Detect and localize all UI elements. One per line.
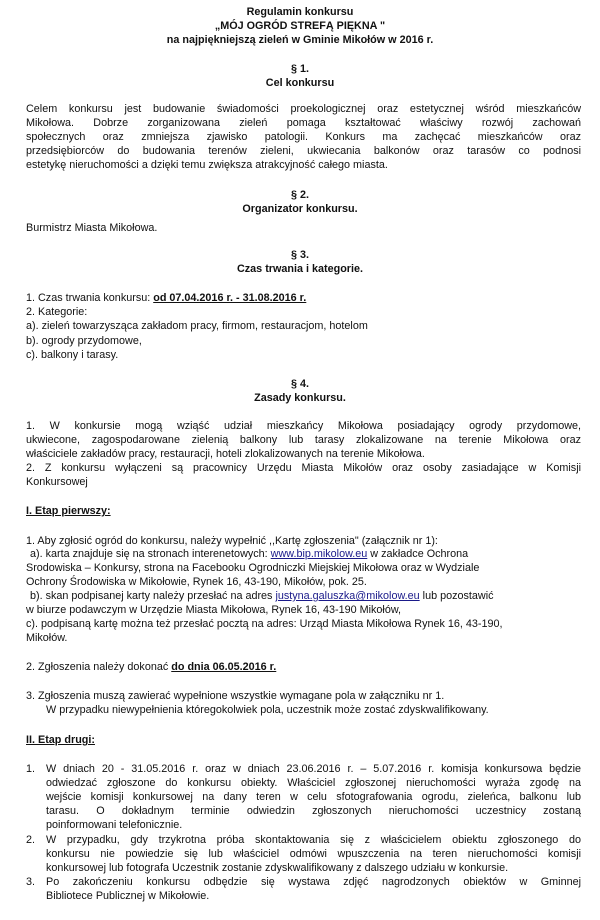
stage-1-item-c: c). podpisaną kartę można też przesłać pocztą na adres: Urząd Miasta Mikołowa Rynek 16, 43-190, (26, 618, 503, 630)
deadline-date: do dnia 06.05.2016 r. (171, 661, 277, 673)
rules-p1-line: 1. W konkursie mogą wziąść udział mieszkańcy Mikołowa posiadający ogrody przydomowe, (26, 420, 581, 432)
stage-2-heading: II. Etap drugi: (26, 734, 95, 746)
section-1-title: Cel konkursu (265, 77, 335, 89)
rules-p1-line: ukwiecone, zagospodarowane zielenią balkony lub tarasy zlokalizowane na terenie Mikołowa oraz (26, 434, 581, 446)
stage-1-item-b-suffix: lub pozostawić (419, 590, 494, 602)
section-1-line: Mikołowa. Dobrze zorganizowana zieleń pomaga kształtować właściwy rozwój zachowań (26, 117, 581, 129)
stage-1-item-c-line-2: Mikołów. (26, 632, 68, 644)
doc-header-line-3: na najpiękniejszą zieleń w Gminie Mikołów w 2016 r. (166, 34, 434, 46)
stage-1-item-3: 3. Zgłoszenia muszą zawierać wypełnione wszystkie wymagane pola w załączniku nr 1. (26, 690, 445, 702)
section-2-text: Burmistrz Miasta Mikołowa. (26, 222, 158, 234)
stage-1-item-a-text: a). karta znajduje się na stronach interenetowych: (30, 548, 271, 560)
stage-1-item-b-text: b). skan podpisanej karty należy przesłać na adres (30, 590, 276, 602)
rules-p2-line: Konkursowej (26, 476, 88, 488)
categories-label: 2. Kategorie: (26, 306, 88, 318)
category-a: a). zieleń towarzysząca zakładom pracy, firmom, restauracjom, hotelom (26, 320, 368, 332)
section-1-line: Celem konkursu jest budowanie świadomości proekologicznej oraz estetycznej wśród mieszkańców (26, 103, 581, 115)
stage-2-item-1-line: W dniach 20 - 31.05.2016 r. oraz w dniach 23.06.2016 r. – 5.07.2016 r. komisja konkursowa będzie (46, 763, 581, 775)
stage-1-item-2-text: 2. Zgłoszenia należy dokonać (26, 661, 172, 673)
section-3-title: Czas trwania i kategorie. (236, 263, 363, 275)
duration-label: 1. Czas trwania konkursu: (26, 292, 154, 304)
section-1-number: § 1. (290, 63, 309, 75)
rules-p2-line: 2. Z konkursu wyłączeni są pracownicy Urzędu Miasta Mikołów oraz osoby zasiadające w Komisji (26, 462, 581, 474)
stage-1-item-a-line-2: Srodowiska – Konkursy, strona na Facebooku Ogrodniczki Miejskiej Mikołowa oraz w Wydziale (26, 562, 480, 574)
rules-p1-line: właściciele zakładów pracy, restauracji, hoteli zlokalizowanych na terenie Mikołowa. (26, 448, 425, 460)
category-c: c). balkony i tarasy. (26, 349, 119, 361)
stage-2-item-1-number: 1. (26, 763, 36, 775)
stage-2-item-3-line: Po zakończeniu konkursu odbędzie się wystawa zdjęć nagrodzonych obiektów w Gminnej (46, 876, 581, 888)
stage-1-heading: I. Etap pierwszy: (26, 505, 111, 517)
stage-2-item-3-number: 3. (26, 876, 36, 888)
doc-header-title: „MÓJ OGRÓD STREFĄ PIĘKNA " (214, 20, 386, 32)
stage-1-item-1: 1. Aby zgłosić ogród do konkursu, należy wypełnić ,,Kartę zgłoszenia" (załącznik nr 1): (26, 535, 438, 547)
section-4-number: § 4. (290, 378, 309, 390)
stage-2-item-2-line: konkursu nie powiedzie się lub właściciel odmówi wpuszczenia na teren nieruchomości komisji (46, 848, 581, 860)
bip-link[interactable]: www.bip.mikolow.eu (270, 548, 368, 560)
stage-2-item-2-line: W przypadku, gdy trzykrotna próba skontaktowania się z właścicielem obiektu zgłoszonego do (46, 834, 581, 846)
stage-2-item-1-line: odwiedzać zgłoszone do konkursu obiekty. Właściciel zgłoszonej nieruchomości wyraża zgodę na (46, 777, 581, 789)
section-2-number: § 2. (290, 189, 309, 201)
stage-2-item-2-number: 2. (26, 834, 36, 846)
duration-dates: od 07.04.2016 r. - 31.08.2016 r. (153, 292, 307, 304)
section-2-title: Organizator konkursu. (242, 203, 358, 215)
stage-1-item-3-line-2: W przypadku niewypełnienia któregokolwiek pola, uczestnik może zostać zdyskwalifikowany. (46, 704, 489, 716)
stage-2-item-2-line: konkursowej lub fotografa Uczestnik zostanie zdyskwalifikowany z dalszego udziału w konkursie. (46, 862, 509, 874)
section-3-number: § 3. (290, 249, 309, 261)
section-1-line: przedsiębiorców do budowania terenów zieleni, ukwiecania balkonów oraz tarasów co podnosi (26, 145, 581, 157)
section-1-line: estetykę nieruchomości a dzięki temu zwiększa atrakcyjność całego miasta. (26, 159, 388, 171)
stage-2-item-1-line: wejście komisji konkursowej na dany teren w celu sfotografowania ogrodu, zieleńca, balkonu lub (46, 791, 581, 803)
stage-1-item-b (30, 590, 494, 603)
duration-item (26, 292, 306, 305)
stage-2-item-1-line: poinformowani telefonicznie. (46, 819, 183, 831)
section-1-line: społecznych oraz zmniejsza zjawisko patologii. Konkurs ma zachęcać mieszkańców oraz (26, 131, 581, 143)
doc-header-line-1: Regulamin konkursu (246, 6, 354, 18)
section-4-title: Zasady konkursu. (254, 392, 346, 404)
email-link[interactable]: justyna.galuszka@mikolow.eu (275, 590, 420, 602)
stage-1-item-b-line-2: w biurze podawczym w Urzędzie Miasta Mikołowa, Rynek 16, 43-190 Mikołów, (26, 604, 402, 616)
stage-2-item-3-line: Bibliotece Publicznej w Mikołowie. (46, 890, 210, 902)
stage-2-item-1-line: tarasu. O dokładnym terminie odwiedzin zgłoszonych nieruchomości uczestnicy zostaną (46, 805, 581, 817)
stage-1-item-2 (26, 661, 276, 674)
stage-1-item-a-line-3: Ochrony Środowiska w Mikołowie, Rynek 16, 43-190, Mikołów, pok. 25. (26, 576, 367, 588)
category-b: b). ogrody przydomowe, (26, 335, 142, 347)
stage-1-item-a (30, 548, 468, 561)
stage-1-item-a-suffix: w zakładce Ochrona (367, 548, 469, 560)
